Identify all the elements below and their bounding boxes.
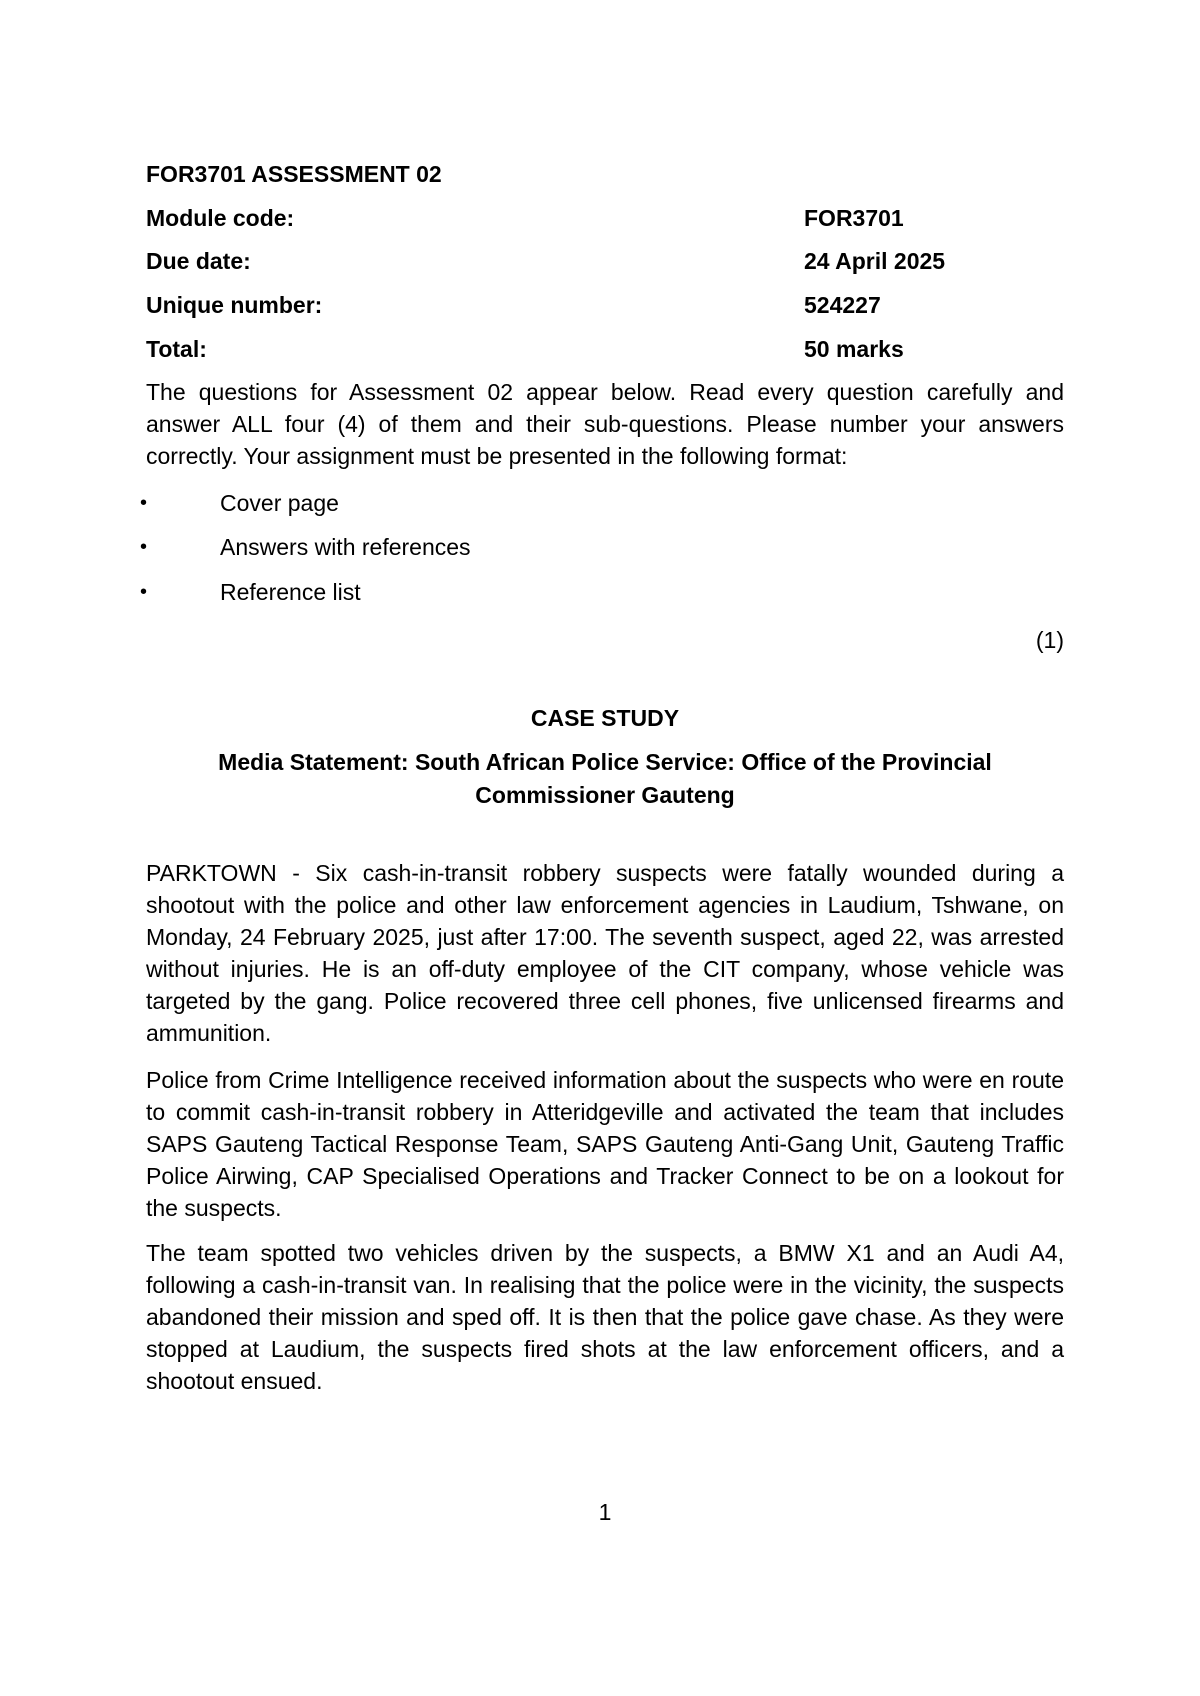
meta-label: Total:: [146, 336, 207, 362]
case-study-subheading-line1: Media Statement: South African Police Service: Office of the Provincial: [218, 749, 992, 775]
case-study-paragraph: PARKTOWN - Six cash-in-transit robbery suspects were fatally wounded during a shootout with the police and other law enforcement agencies in Laudium, Tshwane, on Monday, 24 February 2025, just after 17:00. The seventh suspect, aged 22, was arrested without injuries. He is an off-duty employee of the CIT company, whose vehicle was targeted by the gang. Police recovered three cell phones, five unlicensed firearms and ammunition.: [146, 860, 1064, 1046]
meta-value: FOR3701: [804, 205, 904, 231]
format-bullet-item: [140, 531, 1064, 563]
assessment-title: FOR3701 ASSESSMENT 02: [146, 161, 442, 187]
meta-row-total: [146, 333, 1064, 365]
case-study-paragraph: The team spotted two vehicles driven by the suspects, a BMW X1 and an Audi A4, following a cash-in-transit van. In realising that the police were in the vicinity, the suspects abandoned their mission and sped off. It is then that the police gave chase. As they were stopped at Laudium, the suspects fired shots at the law enforcement officers, and a shootout ensued.: [146, 1240, 1064, 1394]
bullet-text: Cover page: [220, 490, 339, 516]
meta-label: Due date:: [146, 248, 251, 274]
case-study-subheading-line2: Commissioner Gauteng: [475, 782, 735, 808]
meta-row-unique-number: [146, 289, 1064, 321]
meta-label: Unique number:: [146, 292, 323, 318]
meta-label: Module code:: [146, 205, 295, 231]
bullet-icon: •: [140, 492, 148, 514]
meta-value: 524227: [804, 292, 881, 318]
bullet-icon: •: [140, 581, 148, 603]
case-study-heading: CASE STUDY: [530, 705, 680, 731]
marks-allocation: (1): [1035, 627, 1064, 653]
instructions-paragraph: The questions for Assessment 02 appear below. Read every question carefully and answer ALL four (4) of them and their sub-questions. Please number your answers correctly. Your assignment must be presented in the following format:: [146, 379, 1064, 469]
case-study-paragraph: Police from Crime Intelligence received information about the suspects who were en route to commit cash-in-transit robbery in Atteridgeville and activated the team that includes SAPS Gauteng Tactical Response Team, SAPS Gauteng Anti-Gang Unit, Gauteng Traffic Police Airwing, CAP Specialised Operations and Tracker Connect to be on a lookout for the suspects.: [146, 1067, 1064, 1221]
meta-value: 50 marks: [804, 336, 904, 362]
meta-row-due-date: [146, 245, 1064, 277]
bullet-text: Reference list: [220, 579, 361, 605]
page-number: 1: [598, 1499, 612, 1525]
meta-row-module-code: [146, 202, 1064, 234]
bullet-text: Answers with references: [220, 534, 471, 560]
format-bullet-item: [140, 487, 1064, 519]
bullet-icon: •: [140, 536, 148, 558]
meta-value: 24 April 2025: [804, 248, 946, 274]
format-bullet-item: [140, 576, 1064, 608]
